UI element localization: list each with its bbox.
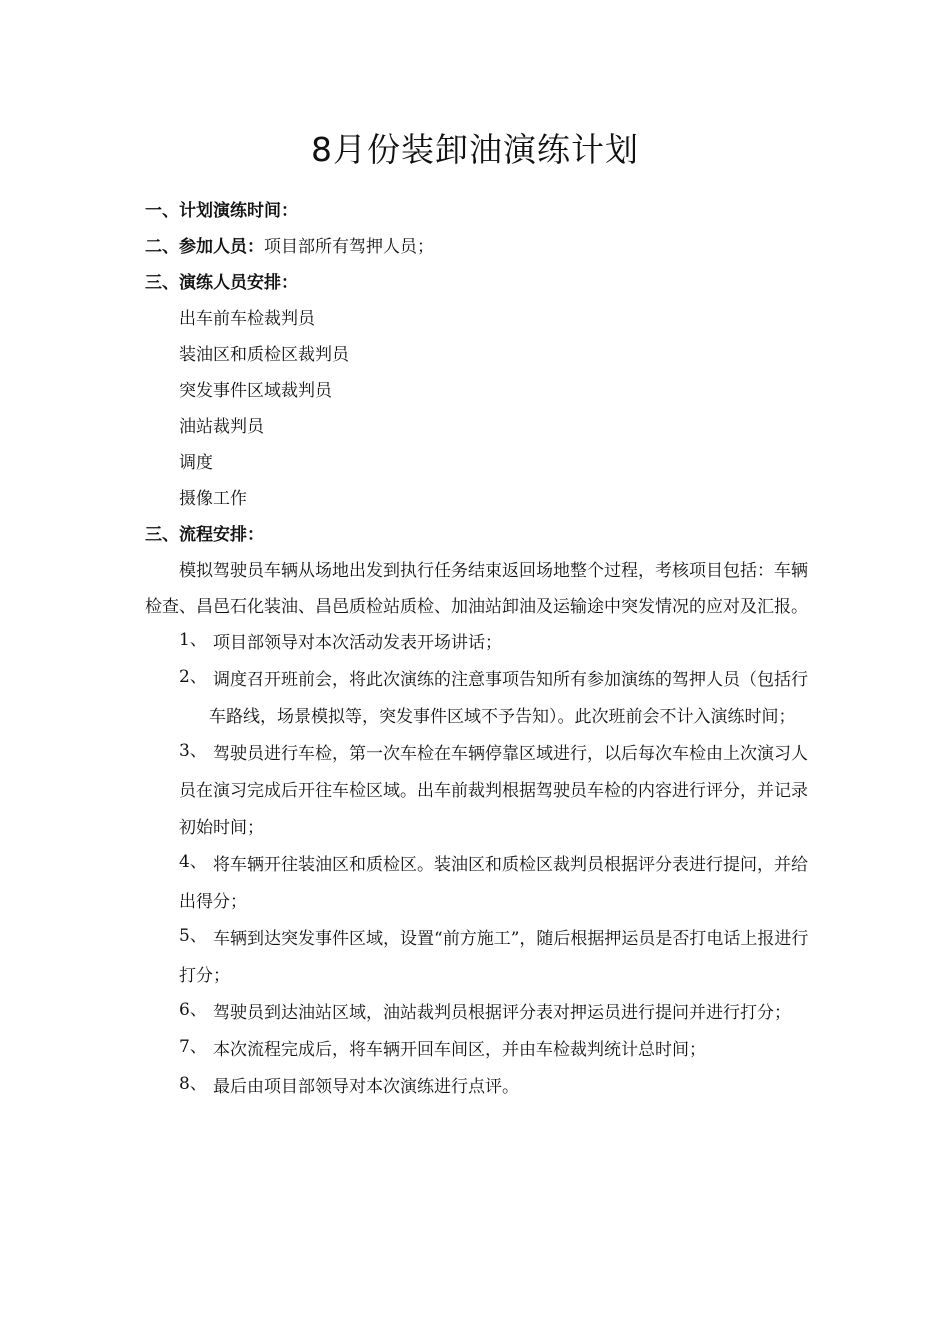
step-text: 最后由项目部领导对本次演练进行点评。 xyxy=(213,1077,519,1097)
document-title: 8月份装卸油演练计划 xyxy=(311,130,639,169)
section-process-label: 三、流程安排： xyxy=(145,525,264,545)
step-text: 本次流程完成后，将车辆开回车间区，并由车检裁判统计总时间； xyxy=(213,1040,706,1060)
section-participants xyxy=(145,229,815,265)
staff-item: 调度 xyxy=(179,453,213,473)
process-step xyxy=(145,625,815,662)
staff-item: 装油区和质检区裁判员 xyxy=(179,345,349,365)
section-participants-value: 项目部所有驾押人员； xyxy=(264,237,434,257)
step-number: 2、 xyxy=(179,667,207,687)
step-number: 1、 xyxy=(179,630,207,650)
section-process xyxy=(145,517,815,553)
process-intro xyxy=(145,553,815,625)
step-number: 8、 xyxy=(179,1074,207,1094)
section-participants-label: 二、参加人员： xyxy=(145,237,264,257)
section-staff-arrangement-label: 三、演练人员安排： xyxy=(145,273,298,293)
staff-item: 摄像工作 xyxy=(179,489,247,509)
section-plan-time xyxy=(145,193,815,229)
process-step xyxy=(145,1032,815,1069)
step-number: 3、 xyxy=(179,741,207,761)
process-step xyxy=(145,995,815,1032)
step-number: 6、 xyxy=(179,1000,207,1020)
staff-item: 油站裁判员 xyxy=(179,417,264,437)
step-number: 4、 xyxy=(179,852,207,872)
process-intro-text: 模拟驾驶员车辆从场地出发到执行任务结束返回场地整个过程，考核项目包括：车辆检查、昌邑石化装油、昌邑质检站质检、加油站卸油及运输途中突发情况的应对及汇报。 xyxy=(145,561,808,617)
step-text: 项目部领导对本次活动发表开场讲话； xyxy=(213,633,502,653)
step-number: 5、 xyxy=(179,926,207,946)
process-step xyxy=(145,1069,815,1106)
section-plan-time-label: 一、计划演练时间： xyxy=(145,201,298,221)
step-text: 调度召开班前会，将此次演练的注意事项告知所有参加演练的驾押人员（包括行车路线，场景模拟等，突发事件区域不予告知）。此次班前会不计入演练时间； xyxy=(209,670,808,727)
step-text: 驾驶员进行车检，第一次车检在车辆停靠区域进行，以后每次车检由上次演习人员在演习完成后开往车检区域。出车前裁判根据驾驶员车检的内容进行评分，并记录初始时间； xyxy=(179,744,808,838)
step-text: 驾驶员到达油站区域，油站裁判员根据评分表对押运员进行提问并进行打分； xyxy=(213,1003,791,1023)
step-text: 将车辆开往装油区和质检区。装油区和质检区裁判员根据评分表进行提问，并给出得分； xyxy=(179,855,808,912)
staff-item: 突发事件区域裁判员 xyxy=(179,381,332,401)
staff-item: 出车前车检裁判员 xyxy=(179,309,315,329)
process-step xyxy=(145,847,815,921)
step-text: 车辆到达突发事件区域，设置“前方施工”，随后根据押运员是否打电话上报进行打分； xyxy=(179,929,809,986)
section-staff-arrangement xyxy=(145,265,815,301)
process-step xyxy=(145,736,815,847)
step-number: 7、 xyxy=(179,1037,207,1057)
process-step xyxy=(145,921,815,995)
process-step xyxy=(145,662,815,736)
document-body xyxy=(145,193,815,1106)
